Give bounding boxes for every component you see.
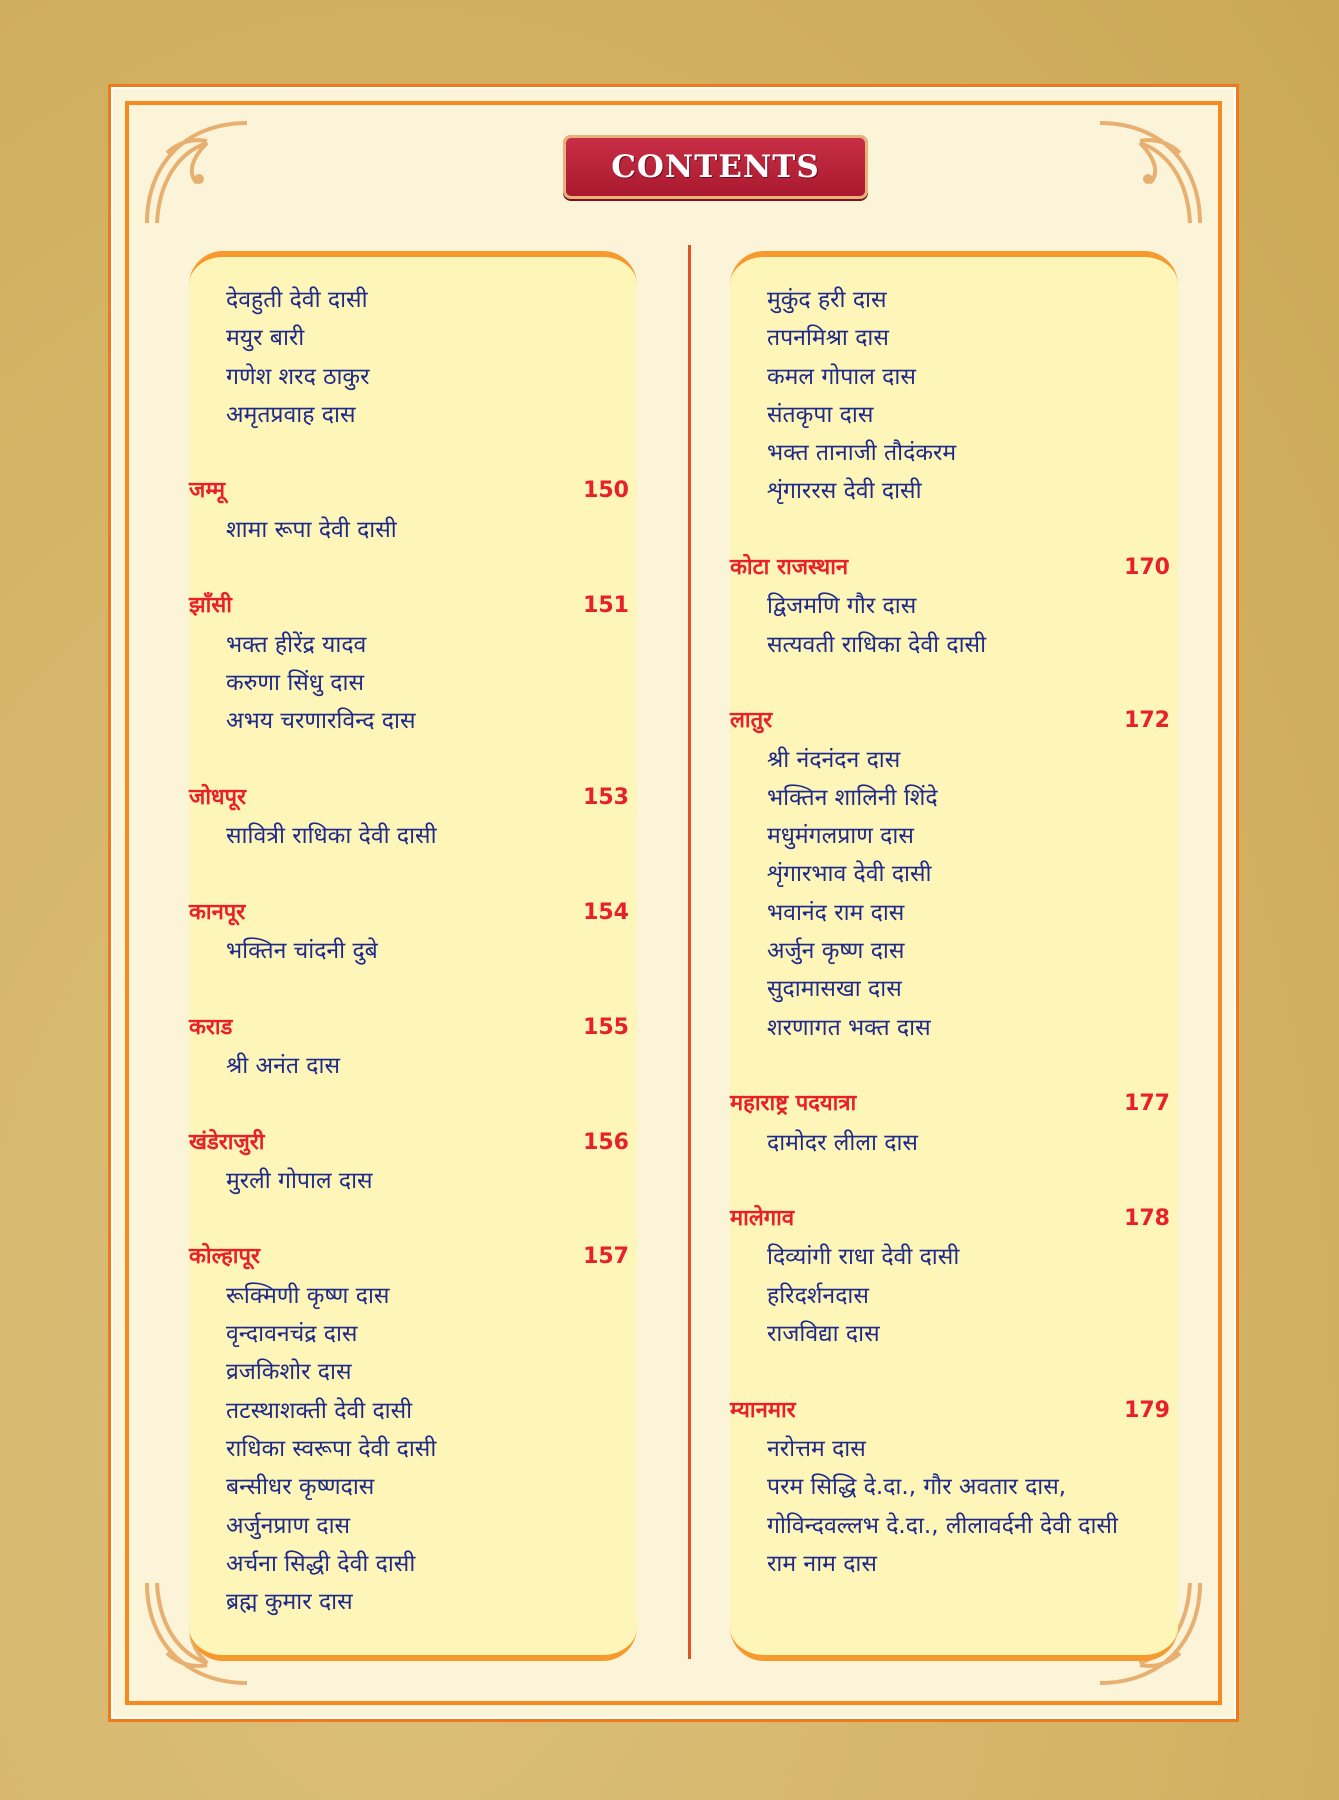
contributor-name: भक्त तानाजी तौदंकरम [767,440,957,467]
section-page-number: 155 [583,1014,629,1040]
left-contents-list [189,281,637,1621]
contributor-name: व्रजकिशोर दास [226,1359,352,1386]
contributor-name: गोविन्दवल्लभ दे.दा., लीलावर्दनी देवी दासी [767,1512,1118,1539]
section-page-number: 153 [583,784,629,810]
section-heading-label: कानपूर [189,899,246,925]
left-column-panel [189,251,637,1661]
contributor-name: दिव्यांगी राधा देवी दासी [767,1244,960,1271]
contributor-name: सत्यवती राधिका देवी दासी [767,631,987,658]
contributor-name: मयुर बारी [226,325,305,352]
contributor-name: करुणा सिंधु दास [226,669,364,696]
section-heading-label: म्यानमार [730,1397,796,1423]
contributor-name: श्री नंदनंदन दास [767,746,901,773]
section-heading[interactable] [730,1085,1178,1123]
section-page-number: 154 [583,899,629,925]
contributor-name: द्विजमणि गौर दास [767,593,917,620]
contributor-name: तपनमिश्रा दास [767,325,889,352]
section-page-number: 179 [1124,1397,1170,1423]
section-heading[interactable] [730,1200,1178,1238]
contributor-name: भक्तिन शालिनी शिंदे [767,784,938,811]
section-spacer [730,1047,1178,1085]
section-page-number: 177 [1124,1091,1170,1117]
section-spacer [189,741,637,779]
section-heading-label: जम्मू [189,478,226,504]
section-spacer [189,1200,637,1238]
section-heading-label: झाँसी [189,593,232,619]
contributor-name: परम सिद्धि दे.दा., गौर अवतार दास, [767,1474,1067,1501]
section-spacer [189,549,637,587]
contributor-name: भक्त हीरेंद्र यादव [226,631,367,658]
section-heading-label: खंडेराजुरी [189,1129,265,1155]
contributor-name: भवानंद राम दास [767,899,905,926]
contributor-name: राम नाम दास [767,1550,877,1577]
section-spacer [730,1353,1178,1391]
section-spacer [730,511,1178,549]
section-heading[interactable] [189,472,637,510]
section-heading[interactable] [730,702,1178,740]
section-page-number: 157 [583,1244,629,1270]
page-title: CONTENTS [611,149,820,185]
section-page-number: 151 [583,593,629,619]
section-heading-label: कोटा राजस्थान [730,555,849,581]
contributor-name: वृन्दावनचंद्र दास [226,1321,358,1348]
section-heading[interactable] [189,1124,637,1162]
contributor-name: शामा रूपा देवी दासी [226,516,397,543]
contributor-name: शृंगाररस देवी दासी [767,478,922,505]
contributor-name: हरिदर्शनदास [767,1282,869,1309]
contributor-name: मुरली गोपाल दास [226,1167,373,1194]
section-heading[interactable] [189,894,637,932]
page-border [125,101,1222,1705]
contributor-name: शरणागत भक्त दास [767,1014,931,1041]
contributor-name: दामोदर लीला दास [767,1129,918,1156]
section-heading[interactable] [730,549,1178,587]
corner-flourish-icon [137,113,257,233]
contributor-name: रूक्मिणी कृष्ण दास [226,1282,390,1309]
section-spacer [730,1162,1178,1200]
section-page-number: 170 [1124,555,1170,581]
contributor-name: अभय चरणारविन्द दास [226,708,416,735]
contributor-name: मधुमंगलप्राण दास [767,823,914,850]
contributor-name: अर्चना सिद्धी देवी दासी [226,1550,416,1577]
section-spacer [189,434,637,472]
section-heading-label: मालेगाव [730,1206,795,1232]
section-page-number: 172 [1124,708,1170,734]
section-page-number: 178 [1124,1206,1170,1232]
section-heading[interactable] [189,587,637,625]
contributor-name: नरोत्तम दास [767,1435,866,1462]
contributor-name: शृंगारभाव देवी दासी [767,861,932,888]
section-page-number: 156 [583,1129,629,1155]
section-spacer [730,664,1178,702]
contributor-name: अमृतप्रवाह दास [226,401,356,428]
contributor-name: देवहुती देवी दासी [226,287,368,313]
contributor-name: सावित्री राधिका देवी दासी [226,823,437,850]
section-heading-label: जोधपूर [189,784,247,810]
section-heading-label: लातुर [730,708,773,734]
contributor-name: राजविद्या दास [767,1321,880,1348]
contributor-name: गणेश शरद ठाकुर [226,363,370,390]
contributor-name: बन्सीधर कृष्णदास [226,1474,375,1501]
section-heading[interactable] [189,1238,637,1276]
contributor-name: तटस्थाशक्ती देवी दासी [226,1397,413,1424]
contents-page [108,84,1239,1722]
contributor-name: श्री अनंत दास [226,1052,341,1079]
section-heading-label: कराड [189,1014,233,1040]
right-column-panel [730,251,1178,1661]
contributor-name: भक्तिन चांदनी दुबे [226,938,378,965]
contributor-name: सुदामासखा दास [767,976,902,1003]
contributor-name: कमल गोपाल दास [767,363,916,390]
contributor-name: अर्जुन कृष्ण दास [767,938,905,965]
contributor-name: ब्रह्म कुमार दास [226,1589,353,1616]
contributor-name: मुकुंद हरी दास [767,287,887,313]
section-spacer [189,1085,637,1123]
column-divider [688,245,691,1659]
contributor-name: राधिका स्वरूपा देवी दासी [226,1435,437,1462]
section-page-number: 150 [583,478,629,504]
section-heading[interactable] [189,1009,637,1047]
section-heading[interactable] [189,779,637,817]
right-contents-list [730,281,1178,1583]
section-heading[interactable] [730,1392,1178,1430]
contributor-name: अर्जुनप्राण दास [226,1512,351,1539]
corner-flourish-icon [1090,113,1210,233]
section-spacer [189,970,637,1008]
section-heading-label: महाराष्ट्र पदयात्रा [730,1091,857,1117]
contributor-name: संतकृपा दास [767,401,874,428]
section-spacer [189,855,637,893]
contents-title-banner [563,135,868,199]
section-heading-label: कोल्हापूर [189,1244,260,1270]
